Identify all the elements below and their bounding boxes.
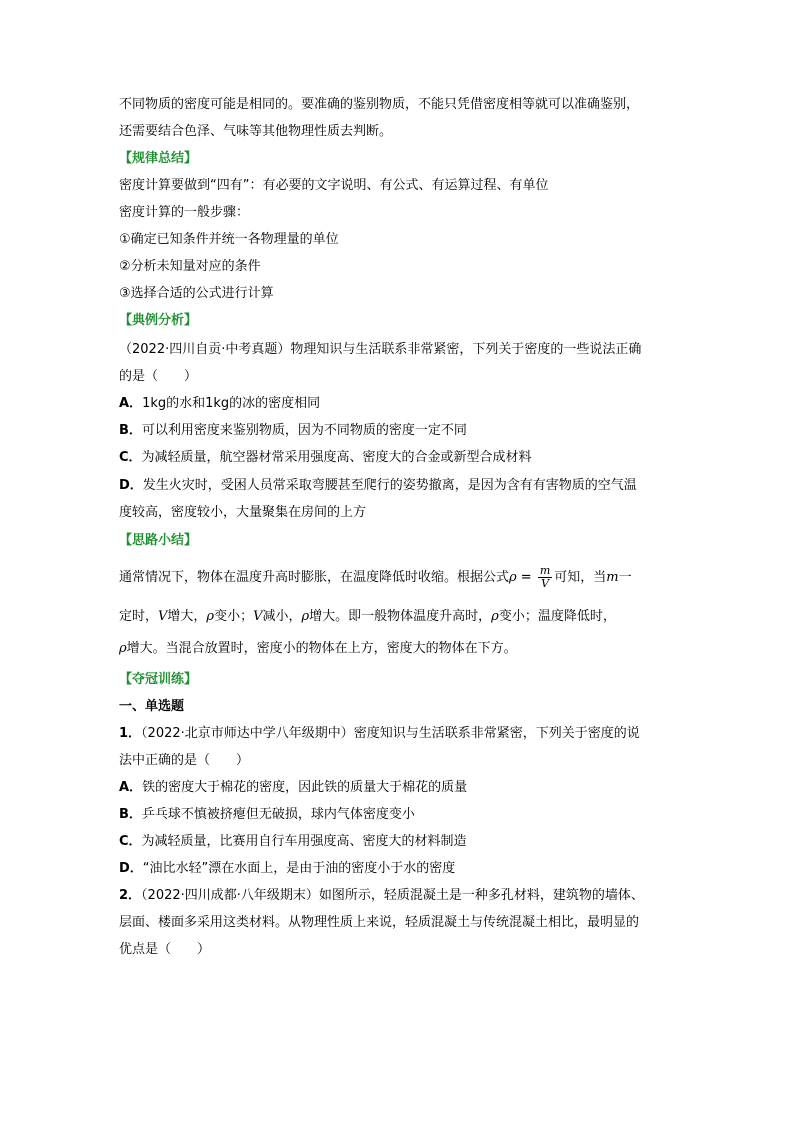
text: 变小；温度降低时，	[498, 609, 616, 624]
rho-symbol: ρ	[491, 609, 499, 624]
equals: =	[516, 570, 536, 585]
option-label: A．	[119, 780, 143, 795]
option-d	[119, 476, 637, 498]
question-text: 的是（ ）	[119, 369, 198, 384]
text: 一	[618, 570, 632, 585]
question-1	[119, 724, 640, 746]
summary-line-1	[119, 565, 632, 591]
option-d-continued: 度较高，密度较小，大量聚集在房间的上方	[119, 505, 367, 520]
option-label: C．	[119, 450, 142, 465]
text: 增大。当混合放置时，密度小的物体在上方，密度大的物体在下方。	[126, 641, 517, 656]
option-text: 可以利用密度来鉴别物质，因为不同物质的密度一定不同	[141, 423, 467, 438]
option-text: 1kg的水和1kg的冰的密度相同	[142, 396, 321, 411]
section-heading-example: 【典例分析】	[119, 313, 198, 328]
text: 减小，	[262, 609, 302, 624]
option-text: 铁的密度大于棉花的密度，因此铁的质量大于棉花的质量	[142, 780, 468, 795]
text: 变小；	[214, 609, 254, 624]
formula-numerator: m	[539, 564, 551, 577]
rho-symbol: ρ	[301, 609, 310, 624]
step-item: ③选择合适的公式进行计算	[119, 286, 274, 301]
question-text: 法中正确的是（ ）	[119, 753, 250, 768]
summary-line-3	[119, 639, 517, 661]
mass-symbol: m	[606, 570, 619, 585]
option-text: 为减轻质量，比赛用自行车用强度高、密度大的材料制造	[141, 834, 467, 849]
option-label: B．	[119, 807, 142, 822]
summary-line-2	[119, 607, 616, 629]
volume-symbol: V	[253, 609, 263, 624]
text: 增大，	[167, 609, 207, 624]
volume-symbol: V	[158, 609, 168, 624]
question-text: （2022·四川成都·八年级期末）如图所示，轻质混凝土是一种多孔材料，建筑物的墙体、	[141, 888, 644, 903]
question-text: 层面、楼面多采用这类材料。从物理性质上来说，轻质混凝土与传统混凝土相比，最明显的	[119, 915, 640, 930]
option-c	[119, 448, 532, 470]
section-heading-training: 【夺冠训练】	[119, 672, 198, 687]
text: 可知，当	[554, 570, 607, 585]
question-2	[119, 886, 644, 908]
text-line: 密度计算的一般步骤：	[119, 205, 250, 220]
section-heading-summary: 【思路小结】	[119, 533, 198, 548]
question-text: （2022·四川自贡·中考真题）物理知识与生活联系非常紧密，下列关于密度的一些说法正确	[119, 342, 642, 357]
option-a	[119, 394, 320, 416]
option-label: C．	[119, 834, 142, 849]
text-line: 还需要结合色泽、气味等其他物理性质去判断。	[119, 124, 393, 139]
question-number: 2．	[119, 888, 142, 903]
question-number: 1．	[119, 726, 142, 741]
subsection-heading: 一、单选题	[119, 699, 185, 714]
question-text: 优点是（ ）	[119, 942, 211, 957]
option-text: 乒乓球不慎被挤瘪但无破损，球内气体密度变小	[141, 807, 415, 822]
option-b	[119, 805, 415, 827]
option-label: A．	[119, 396, 143, 411]
option-d	[119, 859, 455, 881]
option-label: B．	[119, 423, 142, 438]
rho-symbol: ρ	[119, 641, 127, 656]
step-item: ①确定已知条件并统一各物理量的单位	[119, 232, 339, 247]
rho-symbol: ρ	[509, 570, 517, 585]
text-line: 不同物质的密度可能是相同的。要准确的鉴别物质，不能只凭借密度相等就可以准确鉴别，	[119, 97, 640, 112]
option-label: D．	[119, 478, 143, 493]
text: 增大。即一般物体温度升高时，	[309, 609, 492, 624]
option-a	[119, 778, 467, 800]
option-text: 为减轻质量，航空器材常采用强度高、密度大的合金或新型合成材料	[141, 450, 532, 465]
option-b	[119, 421, 467, 443]
step-item: ②分析未知量对应的条件	[119, 259, 261, 274]
density-formula-fraction	[538, 565, 552, 590]
text: 定时，	[119, 609, 159, 624]
option-c	[119, 832, 467, 854]
formula-denominator: V	[541, 577, 550, 590]
option-text: “油比水轻”漂在水面上，是由于油的密度小于水的密度	[142, 861, 456, 876]
option-text: 发生火灾时，受困人员常采取弯腰甚至爬行的姿势撤离，是因为含有有害物质的空气温	[142, 478, 637, 493]
question-text: （2022·北京市师达中学八年级期中）密度知识与生活联系非常紧密，下列关于密度的说	[141, 726, 640, 741]
rho-symbol: ρ	[206, 609, 215, 624]
text-line: 密度计算要做到“四有”：有必要的文字说明、有公式、有运算过程、有单位	[119, 178, 549, 193]
section-heading-rule-summary: 【规律总结】	[119, 151, 198, 166]
text: 通常情况下，物体在温度升高时膨胀，在温度降低时收缩。根据公式	[119, 570, 510, 585]
option-label: D．	[119, 861, 143, 876]
